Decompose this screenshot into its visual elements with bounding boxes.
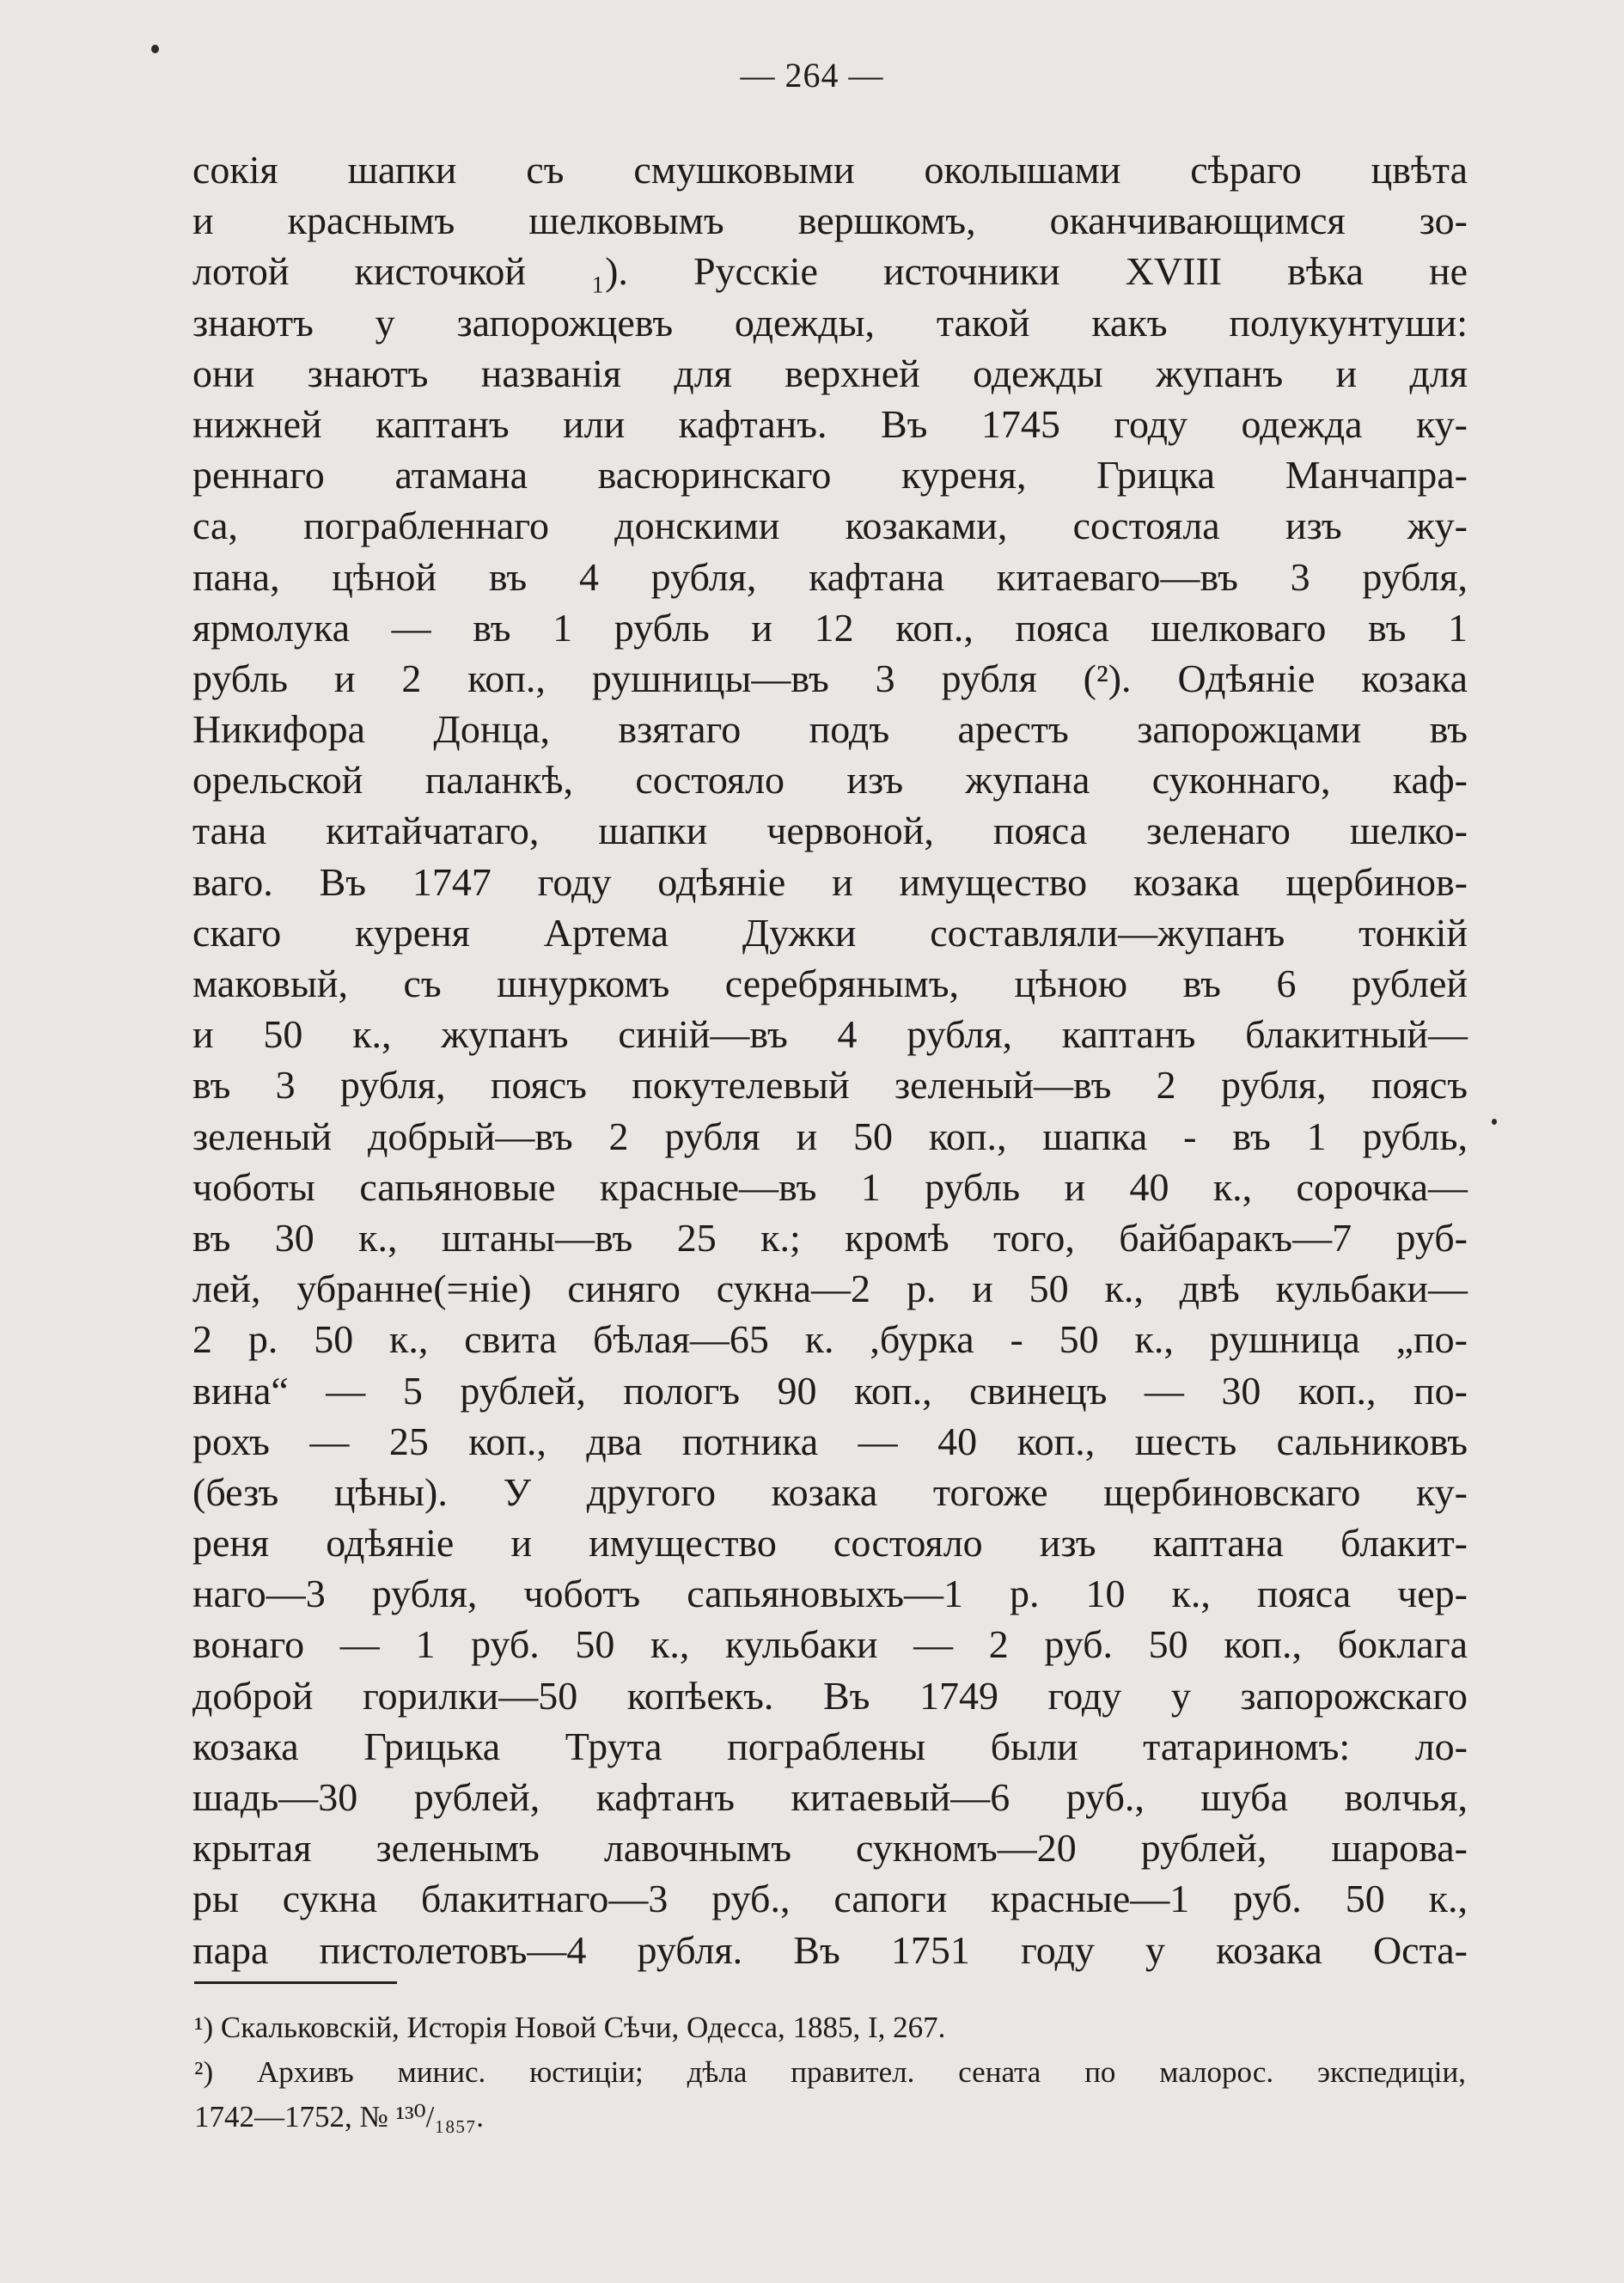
text-line: пара пистолетовъ—4 рубля. Въ 1751 году у козака Оста- <box>192 1927 1468 1972</box>
text-line: ваго. Въ 1747 году одѣяніе и имущество козака щербинов- <box>192 859 1468 904</box>
text-line: тана китайчатаго, шапки червоной, пояса зеленаго шелко- <box>192 809 1468 853</box>
text-line: маковый, съ шнуркомъ серебрянымъ, цѣною въ 6 рублей <box>192 961 1468 1005</box>
text-line: орельской паланкѣ, состояло изъ жупана суконнаго, каф- <box>192 758 1468 803</box>
text-line: чоботы сапьяновые красные—въ 1 рубль и 40 к., сорочка— <box>192 1164 1468 1209</box>
ink-speck <box>151 45 159 53</box>
text-line: рубль и 2 коп., рушницы—въ 3 рубля (²). Одѣяніе козака <box>192 656 1468 700</box>
text-line: Никифора Донца, взятаго подъ арестъ запорожцами въ <box>192 707 1468 752</box>
text-line: са, пограбленнаго донскими козаками, состояла изъ жу- <box>192 504 1468 548</box>
text-line: крытая зеленымъ лавочнымъ сукномъ—20 рублей, шарова- <box>192 1826 1468 1871</box>
text-line: рохъ — 25 коп., два потника — 40 коп., шесть сальниковъ <box>192 1419 1468 1463</box>
footnotes <box>194 2005 1466 2140</box>
text-line: нижней каптанъ или кафтанъ. Въ 1745 году одежда ку- <box>192 401 1468 446</box>
body-text <box>192 144 1468 1975</box>
text-line: знаютъ у запорожцевъ одежды, такой какъ полукунтуши: <box>192 300 1468 345</box>
footnote-divider <box>194 1981 397 1984</box>
text-line: скаго куреня Артема Дужки составляли—жупанъ тонкій <box>192 910 1468 955</box>
text-line: 2 р. 50 к., свита бѣлая—65 к. ,бурка - 50 к., рушница „по- <box>192 1317 1468 1362</box>
text-line: реннаго атамана васюринскаго куреня, Грицка Манчапра- <box>192 453 1468 497</box>
text-line: и 50 к., жупанъ синій—въ 4 рубля, каптанъ блакитный— <box>192 1012 1468 1057</box>
text-line: вина“ — 5 рублей, пологъ 90 коп., свинецъ — 30 коп., по- <box>192 1368 1468 1413</box>
text-line: лотой кисточкой ₁). Русскіе источники XVIII вѣка не <box>192 249 1468 294</box>
text-line: (безъ цѣны). У другого козака тогоже щербиновскаго ку- <box>192 1469 1468 1514</box>
text-line: доброй горилки—50 копѣекъ. Въ 1749 году у запорожскаго <box>192 1673 1468 1718</box>
text-line: ры сукна блакитнаго—3 руб., сапоги красные—1 руб. 50 к., <box>192 1877 1468 1921</box>
text-line: реня одѣяніе и имущество состояло изъ каптана блакит- <box>192 1521 1468 1566</box>
text-line: пана, цѣной въ 4 рубля, кафтана китаеваго—въ 3 рубля, <box>192 554 1468 599</box>
text-line: шадь—30 рублей, кафтанъ китаевый—6 руб., шуба волчья, <box>192 1775 1468 1819</box>
text-line: зеленый добрый—въ 2 рубля и 50 коп., шапка - въ 1 рубль, <box>192 1114 1468 1158</box>
text-line: они знаютъ названія для верхней одежды жупанъ и для <box>192 351 1468 395</box>
text-line: лей, убранне(=ніе) синяго сукна—2 р. и 50 к., двѣ кульбаки— <box>192 1267 1468 1311</box>
text-line: вонаго — 1 руб. 50 к., кульбаки — 2 руб. 50 коп., боклага <box>192 1622 1468 1667</box>
text-line: ярмолука — въ 1 рубль и 12 коп., пояса шелковаго въ 1 <box>192 605 1468 650</box>
ink-speck <box>1492 1119 1497 1125</box>
text-line: козака Грицька Трута пограблены были татариномъ: ло- <box>192 1724 1468 1768</box>
footnote: ¹) Скальковскій, Исторія Новой Сѣчи, Одесса, 1885, I, 267. <box>194 2011 946 2044</box>
footnote-continuation: 1742—1752, № ¹³⁰/₁₈₅₇. <box>194 2100 484 2133</box>
text-line: въ 30 к., штаны—въ 25 к.; кромѣ того, байбаракъ—7 руб- <box>192 1215 1468 1260</box>
text-line: и краснымъ шелковымъ вершкомъ, оканчивающимся зо- <box>192 198 1468 243</box>
footnote: ²) Архивъ минис. юстиціи; дѣла правител. сената по малорос. экспедиціи, <box>194 2055 1466 2089</box>
text-line: сокія шапки съ смушковыми околышами сѣраго цвѣта <box>192 148 1468 192</box>
text-line: наго—3 рубля, чоботъ сапьяновыхъ—1 р. 10 к., пояса чер- <box>192 1572 1468 1616</box>
page-number: — 264 — <box>740 56 884 95</box>
text-line: въ 3 рубля, поясъ покутелевый зеленый—въ 2 рубля, поясъ <box>192 1063 1468 1108</box>
